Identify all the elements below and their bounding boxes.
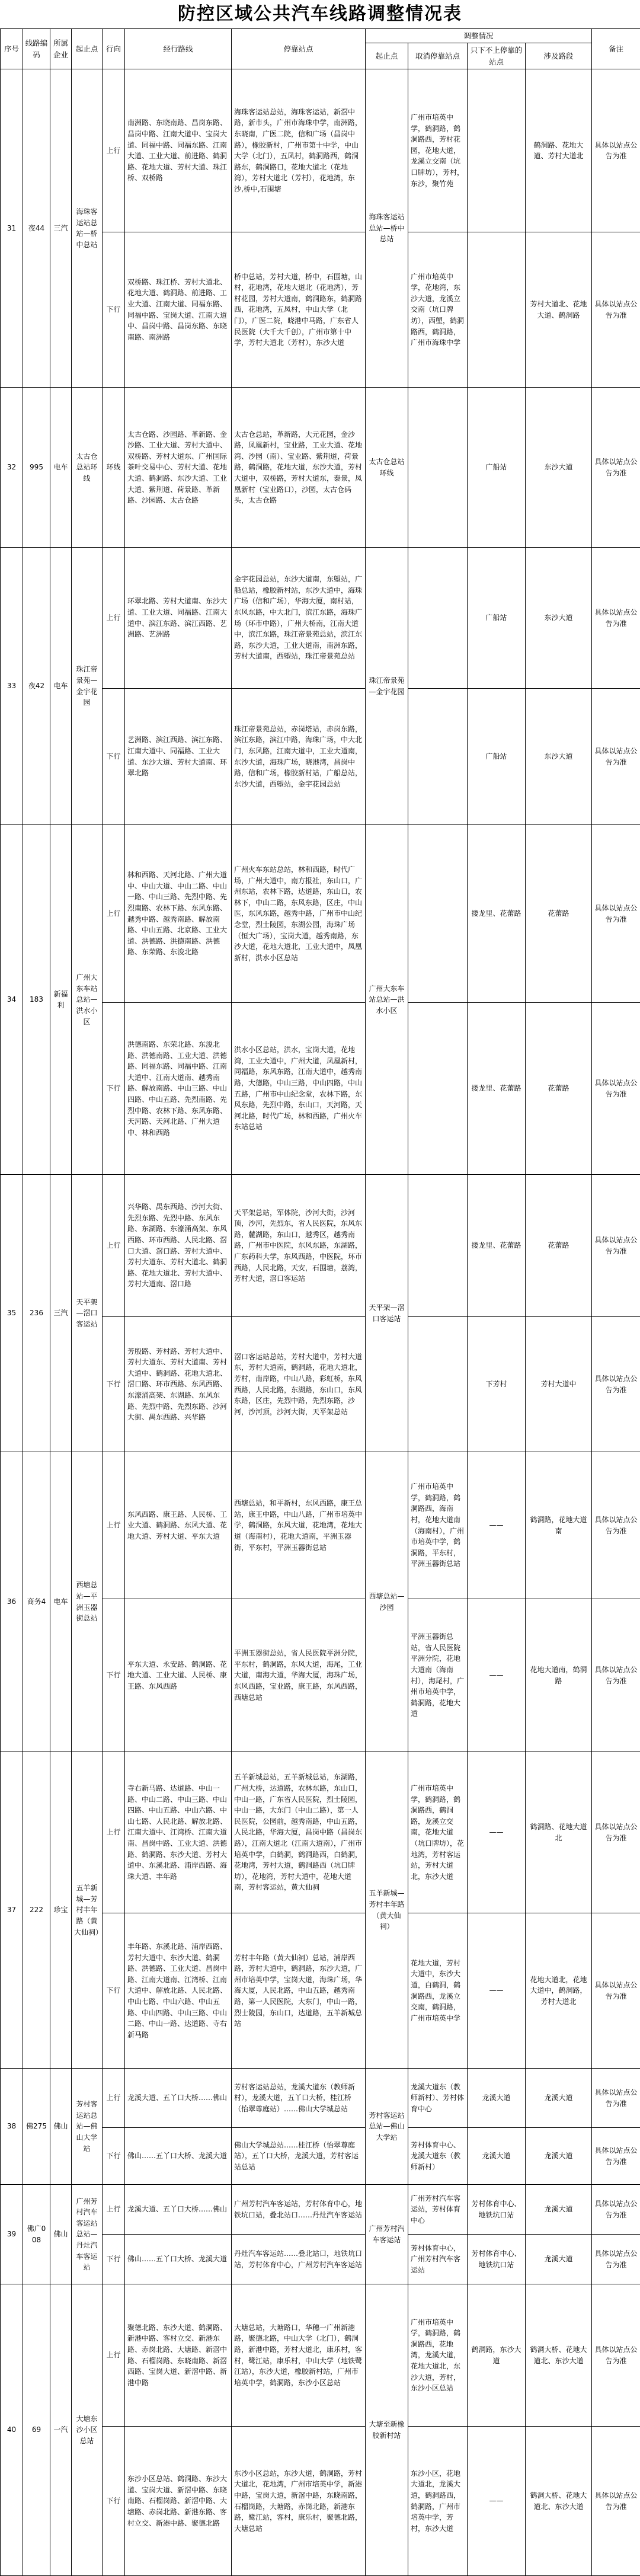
roads-cell: 东沙大道 [526, 689, 592, 825]
cancel-stops-cell [408, 689, 468, 825]
adj-terminal-cell: 太古仓总站环线 [366, 388, 408, 548]
remark-cell: 具体以站点公告为准 [592, 2069, 640, 2128]
cancel-stops-cell [408, 388, 468, 548]
header-stops: 停靠站点 [232, 29, 366, 69]
seq-cell: 34 [1, 825, 23, 1175]
stops-cell: 芳村客运站总站，龙溪大道东（教师新村），龙溪大道，五丫口大桥，桂江桥（怡翠尊庭站）……佛山大学城总站 [232, 2069, 366, 2128]
no-board-cell: —— [468, 1452, 526, 1599]
code-cell: 222 [23, 1752, 50, 2069]
header-route: 经行路线 [125, 29, 232, 69]
no-board-cell: 龙溪大道 [468, 2128, 526, 2185]
no-board-cell: 广船站 [468, 388, 526, 548]
direction-cell: 下行 [103, 1599, 125, 1752]
code-cell: 商务4 [23, 1452, 50, 1752]
remark-cell: 具体以站点公告为准 [592, 1913, 640, 2069]
direction-cell: 下行 [103, 232, 125, 388]
adj-terminal-cell: 大塘至新橡胶新村站 [366, 2284, 408, 2576]
adj-terminal-cell: 珠江帝景苑—金宇花园 [366, 548, 408, 825]
cancel-stops-cell [408, 825, 468, 1003]
roads-cell: 东沙大道 [526, 388, 592, 548]
table-row [1, 2284, 640, 2427]
table-row [1, 2069, 640, 2128]
document-title: 防控区域公共汽车线路调整情况表 [0, 0, 640, 28]
remark-cell: 具体以站点公告为准 [592, 2284, 640, 2427]
seq-cell: 32 [1, 388, 23, 548]
header-code: 线路编码 [23, 29, 50, 69]
company-cell: 电车 [50, 388, 72, 548]
seq-cell: 40 [1, 2284, 23, 2576]
seq-cell: 38 [1, 2069, 23, 2185]
roads-cell: 花地大道南，鹤洞路 [526, 1599, 592, 1752]
route-cell: 东风西路、康王路、人民桥、工业大道、鹤洞路、东风大道、花地大道、芳村大道、平东大道 [125, 1452, 232, 1599]
header-terminal: 起止点 [72, 29, 103, 69]
terminal-cell: 西塘总站—平洲玉器街总站 [72, 1452, 103, 1752]
code-cell: 佛275 [23, 2069, 50, 2185]
stops-cell: 广州芳村汽车客运站，芳村体育中心，地铁坑口站，叠北站口……丹灶汽车客运站 [232, 2185, 366, 2235]
terminal-cell: 广州大东车站总站—洪水小区 [72, 825, 103, 1175]
table-row [1, 2185, 640, 2235]
cancel-stops-cell [408, 1003, 468, 1175]
header-cancel-stops: 取消停靠站点 [408, 43, 468, 69]
stops-cell: 天平架总站，军体院，沙河大街，沙河顶，沙河，先烈东，省人民医院，东风东路，麓湖路，东山口，越秀区，越秀南路，广州市中医院，东风东路，东湖路，广东药科大学，东风西路，中医院，环市西路，人民北路，天安，石围塘，荔湾，芳村大道，滘口客运站 [232, 1175, 366, 1317]
code-cell: 69 [23, 2284, 50, 2576]
route-cell: 聚德北路、东沙大道、鹤洞路、新港中路、客村立交、新港东路、赤岗北路、大塘路、新滘中路、石榴岗路、东晓南路、新滘西路、宝岗大道、新滘中路、新港中路 [125, 2284, 232, 2427]
stops-cell: 西塘总站，和平新村，东风西路，康王总站，康王中路，中山八路，广州市培英中学，鹤洞路，东风大道，花地湾，花地大道（海南村），花地大道南，平洲玉器街，平东村，平洲玉器街总站 [232, 1452, 366, 1599]
direction-cell: 下行 [103, 1317, 125, 1452]
cancel-stops-cell: 芳村体育中心、龙溪大道东（教师新村） [408, 2128, 468, 2185]
roads-cell: 鹤洞大桥、花地大道北、东沙大道 [526, 2427, 592, 2576]
route-cell: 佛山……五丫口大桥、龙溪大道 [125, 2235, 232, 2284]
code-cell: 夜44 [23, 69, 50, 388]
header-no-board: 只下不上停靠的站点 [468, 43, 526, 69]
remark-cell: 具体以站点公告为准 [592, 825, 640, 1003]
cancel-stops-cell [408, 548, 468, 689]
company-cell: 佛山 [50, 2185, 72, 2284]
direction-cell: 上行 [103, 2185, 125, 2235]
direction-cell: 下行 [103, 1913, 125, 2069]
adj-terminal-cell: 西塘总站—沙园 [366, 1452, 408, 1752]
terminal-cell: 大塘东沙小区总站 [72, 2284, 103, 2576]
code-cell: 夜42 [23, 548, 50, 825]
roads-cell: 芳村大道北、花地大道、鹤洞路 [526, 232, 592, 388]
adj-terminal-cell: 天平架—滘口客运站 [366, 1175, 408, 1452]
remark-cell: 具体以站点公告为准 [592, 1452, 640, 1599]
seq-cell: 36 [1, 1452, 23, 1752]
stops-cell: 洪水小区总站，洪水，宝岗大道，花地湾，工业大道中，广州大道，凤凰新村，同福路，东风东路，江南大道中，越秀南路，大德路，中山三路，中山四路，中山五路，广州市中山纪念堂，农林下路，东风东路，先烈中路，东山口，天河路，天河北路，时代广场，林和西路，广州火车东站总站 [232, 1003, 366, 1175]
direction-cell: 上行 [103, 69, 125, 232]
direction-cell: 下行 [103, 1003, 125, 1175]
direction-cell: 下行 [103, 2128, 125, 2185]
terminal-cell: 海珠客运站总站—桥中总站 [72, 69, 103, 388]
stops-cell: 东沙小区总站，东沙大道，鹤洞路，芳村大道北，花地湾，广州市培英中学，新港中路，宝岗大道，新滘中路，东晓南路，石榴岗路，大塘路，赤岗北路，新港东路，鹭江站，客村，康乐村，聚德北路，大塘总站 [232, 2427, 366, 2576]
cancel-stops-cell: 广州市培英中学，鹤洞路，鹤洞路西，海南村，花地大道南（海南村），广州市培英中学，鹤洞路，平东村，平洲玉器街总站 [408, 1452, 468, 1599]
header-direction: 行向 [103, 29, 125, 69]
no-board-cell: 芳村体育中心、地铁坑口站 [468, 2185, 526, 2235]
stops-cell: 太古仓总站，革新路，大元花园，金沙路，凤凰新村，宝业路，工业大道、花地湾、沙园（南）、宝业路、紫荆道，荷景路，鹤洞路，花地大道，东沙大道，芳村大道中，双桥路，芳村大道东，泰景，凤凰新村（宝业路口），沙园，太古仓码头，太古仓路 [232, 388, 366, 548]
direction-cell: 上行 [103, 1452, 125, 1599]
cancel-stops-cell: 广州市培英中学，鹤洞路，鹤洞路西，鹤洞路，龙溪立交南，花地大道（坑口牌坊），花地湾，芳村客运站，芳村大道北，东沙大道 [408, 1752, 468, 1913]
terminal-cell: 太古仓总站环线 [72, 388, 103, 548]
route-cell: 芳殷路、芳村路、芳村大道中、芳村大道东、芳村大道南、芳村大道中、鹤洞路、花地大道北、滘口路、环市西路、东风西路、东濠涌高架、东湖路、东风东路、先烈中路、先烈东路、沙河大街、禺东西路、兴华路 [125, 1317, 232, 1452]
stops-cell: 海珠客运站总站，海珠客运站，新滘中路，新市头，广州市海珠中学，南洲路，东晓南，广医二院，信和广场（昌岗中路），橡胶新村，广州市第十中学，中山大学（北门），五凤村，鹤洞路西，鹤洞路东，鹤洞路口，花地大道北（花地湾），芳村大道北（芳村），花地湾，东沙,桥中,石围塘 [232, 69, 366, 232]
roads-cell: 龙溪大道 [526, 2235, 592, 2284]
no-board-cell: —— [468, 2427, 526, 2576]
stops-cell: 大塘总站，大塘路口，华穗一广州新港路，聚德北路，中山大学（北门），鹤洞路，新港中路，芳村大道北，康乐村，客村，鹭江站，康乐村，中山大学（地铁鹭江站），东沙大道，橡胶新村站，广州市培英中学，鹤洞路，东沙小区总站 [232, 2284, 366, 2427]
direction-cell: 上行 [103, 1752, 125, 1913]
cancel-stops-cell: 芳村体育中心，广州芳村汽车客运站 [408, 2235, 468, 2284]
no-board-cell: 龙溪大道 [468, 2069, 526, 2128]
no-board-cell: 芳村体育中心、地铁坑口站 [468, 2235, 526, 2284]
terminal-cell: 五羊新城—芳村丰年路（黄大仙祠） [72, 1752, 103, 2069]
stops-cell: 广州火车东站总站，林和西路，时代广场，广州大道中，南方报社，东山口，广州东站，农林下路，达道路，东山口，农林下，中山二路，东风东路，区庄，中山医，东风东路，越秀中路，广州市中山纪念堂，烈士陵园，东湖公园，海珠广场（恒大广场），宝岗大道，越秀南路，东沙大道，花地大道北，工业大道中，凤凰新村，洪水小区总站 [232, 825, 366, 1003]
code-cell: 236 [23, 1175, 50, 1452]
cancel-stops-cell [408, 1175, 468, 1317]
direction-cell: 上行 [103, 548, 125, 689]
stops-cell: 珠江帝景苑总站，赤岗塔站，赤岗东路，滨江东路，滨江中路，海珠广场，中大北门，东风路，江南大道中，工业大道南，东沙大道，海珠广场，晓港湾，昌岗中路，信和广场，橡胶新村站，广船总站，东沙大道，西塱站，金宇花园总站 [232, 689, 366, 825]
direction-cell: 下行 [103, 2427, 125, 2576]
direction-cell: 上行 [103, 2069, 125, 2128]
no-board-cell: 广船站 [468, 548, 526, 689]
route-cell: 太古仓路、沙园路、革新路、金沙路、工业大道、芳村大道中、双桥路、芳村大道东、广州国际茶叶交易中心、芳村大道、花地大道、鹤洞路、东沙大道、工业大道、紫荆道、荷景路、革新路、沙园路、太古仓路 [125, 388, 232, 548]
roads-cell: 花蕾路 [526, 1003, 592, 1175]
remark-cell: 具体以站点公告为准 [592, 2235, 640, 2284]
adj-terminal-cell: 芳村客运站总站—佛山大学站 [366, 2069, 408, 2185]
stops-cell: 金宇花园总站，东沙大道南，东塱站，广船总站，橡胶新村站，东沙大道中，海珠广场（信和广场），华海大厦，南村站，东风东路，中大北门，滨江东路，海珠广场（环市中路），广州大桥南，江南大道中，滨江东路，珠江帝景苑总站，滨江东路，东沙大道，工业大道南，南洲东路，芳村大道南，西塱站，珠江帝景苑总站 [232, 548, 366, 689]
terminal-cell: 芳村客运站总站—佛山大学站 [72, 2069, 103, 2185]
route-cell: 龙溪大道、五丫口大桥……佛山 [125, 2069, 232, 2128]
cancel-stops-cell: 龙溪大道东（教师新村）、芳村体育中心 [408, 2069, 468, 2128]
seq-cell: 31 [1, 69, 23, 388]
roads-cell: 芳村大道中 [526, 1317, 592, 1452]
table-row [1, 1452, 640, 1599]
roads-cell: 东沙大道 [526, 548, 592, 689]
table-body [1, 69, 640, 2576]
direction-cell: 上行 [103, 2284, 125, 2427]
terminal-cell: 天平架—滘口客运站 [72, 1175, 103, 1452]
direction-cell: 下行 [103, 2235, 125, 2284]
roads-cell: 龙溪大道 [526, 2069, 592, 2128]
company-cell: 三汽 [50, 69, 72, 388]
route-cell: 佛山……五丫口大桥、龙溪大道 [125, 2128, 232, 2185]
direction-cell: 上行 [103, 1175, 125, 1317]
table-row [1, 388, 640, 548]
stops-cell: 桥中总站，芳村大道，桥中，石围塘，山村，花地湾，花地大道北（花地湾），芳村花园，芳村大道南，鹤洞路东，鹤洞路西，花地湾，五凤村，中山大学（北门），广医二院，晓港中马路，广东省人民医院（大千大千创），广州市第十中学，芳村大道北（芳村），东沙大道 [232, 232, 366, 388]
company-cell: 三汽 [50, 1175, 72, 1452]
no-board-cell: —— [468, 1752, 526, 1913]
no-board-cell: 广船站 [468, 689, 526, 825]
seq-cell: 33 [1, 548, 23, 825]
route-cell: 平东大道、永安路、鹤洞路、花地大道、工业大道、人民桥、康王路、东风西路 [125, 1599, 232, 1752]
no-board-cell: 鹤洞路，东沙大道 [468, 2284, 526, 2427]
remark-cell: 具体以站点公告为准 [592, 1003, 640, 1175]
stops-cell: 丹灶汽车客运站……叠北站口，地铁坑口站，芳村体育中心，广州芳村汽车客运站 [232, 2235, 366, 2284]
roads-cell: 鹤洞路、花地大道、芳村大道北 [526, 69, 592, 232]
no-board-cell [468, 69, 526, 232]
direction-cell: 上行 [103, 825, 125, 1003]
route-cell: 南洲路、东晓南路、昌岗东路、昌岗中路、江南大道中、宝岗大道、同福中路、同福东路、江南大道、工业大道、前进路、鹤洞路、花地大道、芳村大道、珠江桥、双桥路 [125, 69, 232, 232]
no-board-cell: —— [468, 1913, 526, 2069]
stops-cell: 芳村丰年路（黄大仙祠）总站，浦岸西路，芳村大道中，鹤洞路，东沙大道，广州市培英中学，宝岗大道，海珠广场，华海大厦，人民北路，中山五路，越秀南路，第一人民医院，大东门，中山一路，烈士陵园，东山口，达道路，五羊新城总站 [232, 1913, 366, 2069]
table-row [1, 1752, 640, 1913]
table-row [1, 825, 640, 1003]
remark-cell: 具体以站点公告为准 [592, 1317, 640, 1452]
roads-cell: 花地大道北，花地大道中，鹤洞路，芳村大道北 [526, 1913, 592, 2069]
cancel-stops-cell: 平洲玉器街总站，省人民医院平洲分院，花地大道南（海南村），海尾村，广州市培英中学，鹤洞路，花地大道 [408, 1599, 468, 1752]
header-company: 所属企业 [50, 29, 72, 69]
route-cell: 洪德南路、东荣北路、东浚北路、洪德南路、工业大道、洪德路、同福东路、同福中路、江南大道中、江南大道南、越秀南路、解放南路、中山三路、中山四路、中山五路、先烈南路、先烈中路、农林下路、东风东路、天河路、天河北路、广州大道中、林和西路 [125, 1003, 232, 1175]
roads-cell: 花蕾路 [526, 825, 592, 1003]
header-remarks: 备注 [592, 29, 640, 69]
remark-cell: 具体以站点公告为准 [592, 689, 640, 825]
roads-cell: 龙溪大道 [526, 2185, 592, 2235]
company-cell: 电车 [50, 1452, 72, 1752]
code-cell: 995 [23, 388, 50, 548]
remark-cell: 具体以站点公告为准 [592, 232, 640, 388]
no-board-cell: —— [468, 1599, 526, 1752]
remark-cell: 具体以站点公告为准 [592, 1175, 640, 1317]
route-cell: 环翠北路、芳村大道南、东沙大道、工业大道、同福路、江南大道中、滨江东路、滨江西路、艺洲路、艺洲路 [125, 548, 232, 689]
cancel-stops-cell: 广州市培英中学，花地湾，东沙大道，龙溪立交南（坑口牌坊），西塱，鹤洞路西，鹤洞路，广州市海珠中学 [408, 232, 468, 388]
cancel-stops-cell: 东沙小区，花地大道北，龙溪大道，鹤洞路西，鹤洞路，广州市培英中学，芳村，东沙大道 [408, 2427, 468, 2576]
adj-terminal-cell: 广州大东车站总站—洪水小区 [366, 825, 408, 1175]
remark-cell: 具体以站点公告为准 [592, 2128, 640, 2185]
remark-cell: 具体以站点公告为准 [592, 388, 640, 548]
direction-cell: 下行 [103, 689, 125, 825]
cancel-stops-cell: 广州市培英中学，鹤洞路，鹤洞路西，花地湾，龙溪大道，花地大道北，东沙大道，芳村，东沙小区总站 [408, 2284, 468, 2427]
route-cell: 林和西路、天河北路、广州大道中、中山大道、中山二路、中山一路、中山三路、先烈中路、先烈南路、农林下路、东风东路、越秀中路、越秀南路、解放南路、中山五路、北京路、工业大道、洪德路、洪德南路、洪德路、东荣路、东浚北路 [125, 825, 232, 1003]
route-cell: 艺洲路、滨江西路、滨江东路、江南大道中、同福路、工业大道、东沙大道、芳村大道南、环翠北路 [125, 689, 232, 825]
company-cell: 新福利 [50, 825, 72, 1175]
route-cell: 龙溪大道、五丫口大桥……佛山 [125, 2185, 232, 2235]
roads-cell: 鹤洞路、花地大道北 [526, 1752, 592, 1913]
code-cell: 183 [23, 825, 50, 1175]
no-board-cell [468, 232, 526, 388]
no-board-cell: 下芳村 [468, 1317, 526, 1452]
route-cell: 兴华路、禺东西路、沙河大街、先烈东路、先烈中路、东风东路、东湖路、东濠涌高架、东风西路、环市西路、人民北路、滘口大道、滘口路、芳村大道中、芳村大道东、芳村大道北、鹤洞路、花地大道北、芳村大道中、芳村大道南、滘口路 [125, 1175, 232, 1317]
roads-cell: 鹤洞大桥、花地大道北、东沙大道 [526, 2284, 592, 2427]
stops-cell: 佛山大学城总站……桂江桥（怡翠尊庭站），五丫口大桥，龙溪大道，芳村客运站总站 [232, 2128, 366, 2185]
roads-cell: 花蕾路 [526, 1175, 592, 1317]
no-board-cell: 搂龙里、花蕾路 [468, 1003, 526, 1175]
no-board-cell: 搂龙里、花蕾路 [468, 1175, 526, 1317]
terminal-cell: 广州芳村汽车客运站总站—丹灶汽车客运站 [72, 2185, 103, 2284]
adj-terminal-cell: 广州芳村汽车客运站 [366, 2185, 408, 2284]
no-board-cell: 搂龙里、花蕾路 [468, 825, 526, 1003]
stops-cell: 滘口客运站总站，芳村大道中，芳村大道东，芳村大道南，鹤洞路，花地大道北，芳村，南岸路，中山八路，彩虹桥，东风西路，人民北路，东湖路，东山口，东风东路，区庄，先烈中路，先烈东路，沙河，沙河顶，沙河大街，天平架总站 [232, 1317, 366, 1452]
stops-cell: 五羊新城总站，五羊新城总站，东湖路，广州大桥，达道路，农林东路，东山口，中山一路，广东省人民医院，烈士陵园，中山一路，大东门（中山二路），第一人民医院，公园前，越秀南路，中山五路，人民北路，华海大厦，昌岗中路（昌岗东路），江南大道北（江南大道南），广州市培英中学，白鹤洞，鹤洞路西，白鹤洞，花地湾，芳村大道，鹤洞路西（坑口牌坊），花地湾，芳村大道中，花地大道南，芳村客运站，黄大仙祠 [232, 1752, 366, 1913]
route-cell: 寺右新马路、达道路、中山一路、中山二路、中山三路、中山四路、中山五路、中山六路、中山七路、人民北路、解放北路、江南大道中、江湾桥、江南大道南、昌岗中路、工业大道、洪德路、鹤洞路、东沙大道、芳村大道中、东溪北路、浦岸西路、海珠大道、丰年路 [125, 1752, 232, 1913]
adj-terminal-cell: 五羊新城—芳村丰年路（黄大仙祠） [366, 1752, 408, 2069]
header-adj-start-end: 起止点 [366, 43, 408, 69]
cancel-stops-cell: 广州芳村汽车客运站，芳村体育中心 [408, 2185, 468, 2235]
route-cell: 东沙小区总站、鹤洞路、东沙大道、宝岗大道、新滘中路、东晓南路、石榴岗路、新滘中路、大塘路、赤岗北路、新港东路、客村立交、新港中路、聚德北路 [125, 2427, 232, 2576]
seq-cell: 35 [1, 1175, 23, 1452]
terminal-cell: 珠江帝景苑—金宇花园 [72, 548, 103, 825]
roads-cell: 鹤洞路，花地大道南 [526, 1452, 592, 1599]
remark-cell: 具体以站点公告为准 [592, 2427, 640, 2576]
header-roads: 涉及路段 [526, 43, 592, 69]
cancel-stops-cell [408, 1317, 468, 1452]
code-cell: 佛广008 [23, 2185, 50, 2284]
seq-cell: 39 [1, 2185, 23, 2284]
route-cell: 双桥路、珠江桥、芳村大道北、花地大道、鹤洞路、前进路、工业大道、江南大道、同福东路、同福中路、宝岗大道、江南大道中、昌岗中路、昌岗东路、东晓南路、南洲路 [125, 232, 232, 388]
company-cell: 一汽 [50, 2284, 72, 2576]
seq-cell: 37 [1, 1752, 23, 2069]
remark-cell: 具体以站点公告为准 [592, 1599, 640, 1752]
remark-cell: 具体以站点公告为准 [592, 1752, 640, 1913]
route-cell: 丰年路、东溪北路、浦岸西路、芳村大道中、东沙大道、鹤洞路、洪德路、工业大道、昌岗中路、江南大道南、江湾桥、江南大道中、解放北路、人民北路、中山七路、中山六路、中山五路、中山四路、中山三路、中山二路、中山一路、达道路、寺右新马路 [125, 1913, 232, 2069]
route-adjustment-table [0, 28, 640, 2576]
company-cell: 珍宝 [50, 1752, 72, 2069]
table-row [1, 1175, 640, 1317]
header-seq: 序号 [1, 29, 23, 69]
roads-cell: 龙溪大道 [526, 2128, 592, 2185]
header-adjust: 调整情况 [366, 29, 592, 43]
remark-cell: 具体以站点公告为准 [592, 548, 640, 689]
direction-cell: 环线 [103, 388, 125, 548]
stops-cell: 平洲玉器街总站，省人民医院平洲分院，平东村，鹤洞路，东风大道，海尾，工业大道，南海大道，华海大厦，海珠广场，东风西路，宝业路，康王路，东风西路，西塘总站 [232, 1599, 366, 1752]
remark-cell: 具体以站点公告为准 [592, 2185, 640, 2235]
adj-terminal-cell: 海珠客运站总站—桥中总站 [366, 69, 408, 388]
table-row [1, 548, 640, 689]
cancel-stops-cell: 广州市培英中学，鹤洞路，鹤洞路西，芳村花园，花地大道，龙溪立交南（坑口牌坊），芳村，东沙，聚竹苑 [408, 69, 468, 232]
company-cell: 佛山 [50, 2069, 72, 2185]
table-row [1, 69, 640, 232]
remark-cell: 具体以站点公告为准 [592, 69, 640, 232]
company-cell: 电车 [50, 548, 72, 825]
cancel-stops-cell: 花地大道，芳村大道中，东沙大道，白鹤洞，鹤洞路西，龙溪立交南，鹤洞路，广州市培英中学 [408, 1913, 468, 2069]
